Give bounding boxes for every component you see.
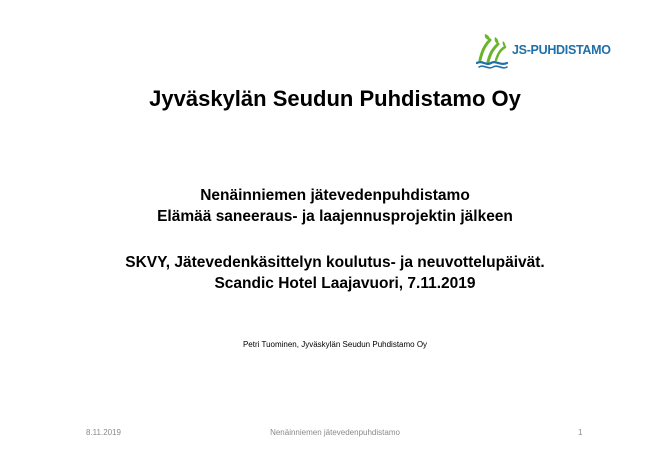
author-line: Petri Tuominen, Jyväskylän Seudun Puhdistamo Oy xyxy=(242,340,428,349)
footer-title: Nenäinniemen jätevedenpuhdistamo xyxy=(270,428,400,437)
page-title: Jyväskylän Seudun Puhdistamo Oy xyxy=(149,86,521,111)
event-line-2: Scandic Hotel Laajavuori, 7.11.2019 xyxy=(214,275,476,292)
event-line-1: SKVY, Jätevedenkäsittelyn koulutus- ja neuvottelupäivät. xyxy=(125,254,545,271)
subtitle-line-2: Elämää saneeraus- ja laajennusprojektin jälkeen xyxy=(157,208,513,225)
event-block xyxy=(0,252,670,294)
leaf-sprout-icon xyxy=(474,30,510,70)
subtitle-line-1: Nenäinniemen jätevedenpuhdistamo xyxy=(200,187,470,204)
page-number: 1 xyxy=(578,428,583,437)
logo-text: JS-PUHDISTAMO xyxy=(512,43,611,57)
subtitle-block xyxy=(0,185,670,227)
footer-date: 8.11.2019 xyxy=(86,428,121,437)
company-logo xyxy=(474,30,614,70)
